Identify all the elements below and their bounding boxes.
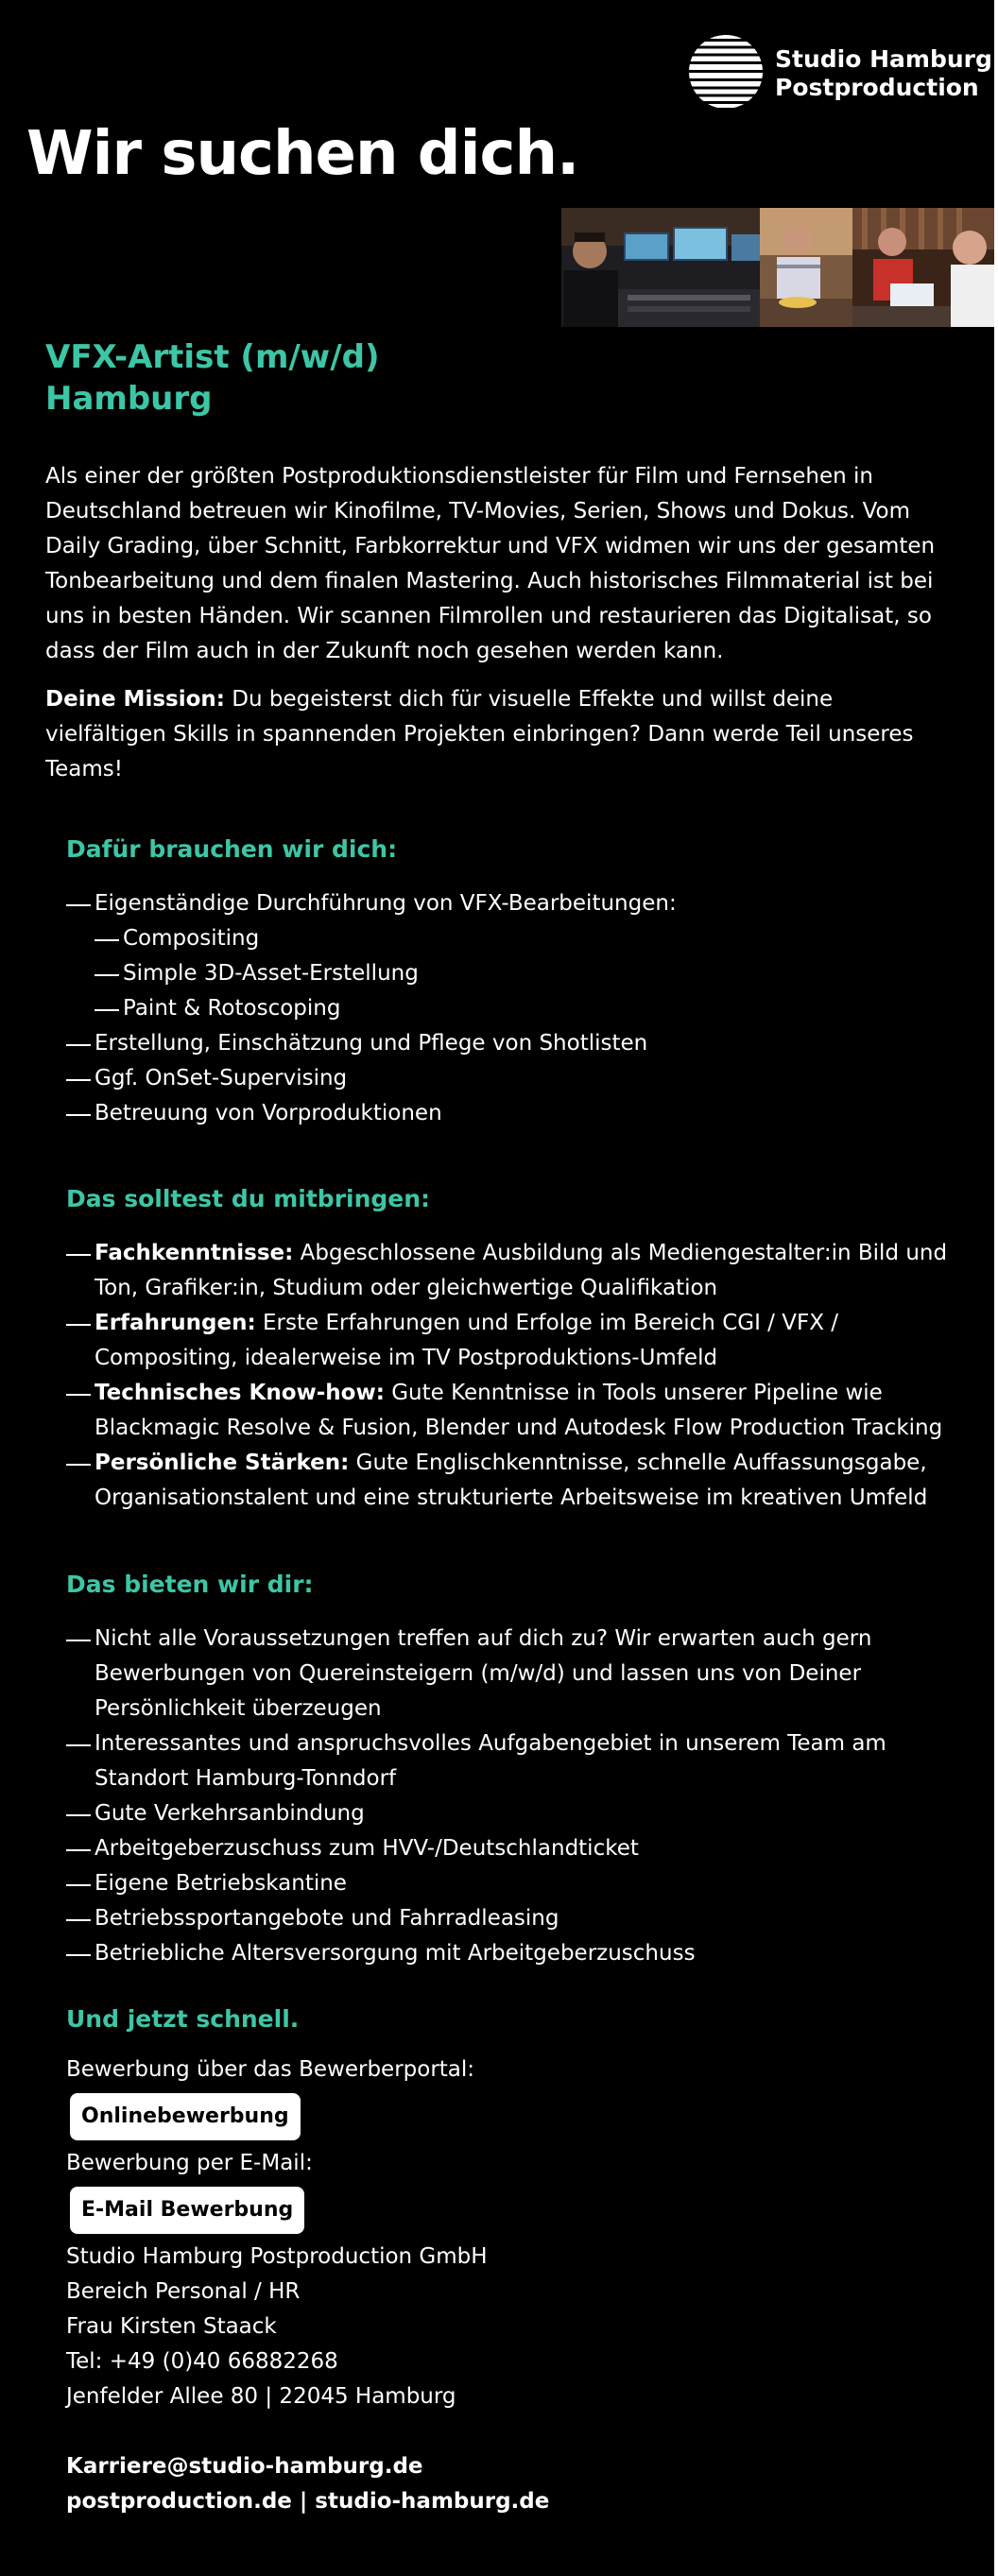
- list-item: Eigenständige Durchführung von VFX-Bearbeitungen:: [66, 886, 973, 921]
- page-edge: [994, 0, 996, 2576]
- list-item: Ggf. OnSet-Supervising: [66, 1061, 973, 1096]
- department: Bereich Personal / HR: [66, 2279, 301, 2304]
- requirements-list: [66, 1236, 973, 1516]
- list-item: Simple 3D-Asset-Erstellung: [95, 956, 973, 991]
- online-application-button[interactable]: Onlinebewerbung: [70, 2093, 301, 2140]
- requirement-text: Gute Kenntnisse in Tools unserer Pipeline wie Blackmagic Resolve & Fusion, Blender und Autodesk Flow Production Tracking: [95, 1381, 943, 1440]
- apply-title: Und jetzt schnell.: [66, 2005, 300, 2033]
- company-name: Studio Hamburg Postproduction GmbH: [66, 2244, 488, 2269]
- address: Jenfelder Allee 80 | 22045 Hamburg: [66, 2384, 456, 2409]
- list-item: [66, 1376, 973, 1446]
- list-item: Betriebssportangebote und Fahrradleasing: [66, 1901, 973, 1936]
- intro-paragraph: Als einer der größten Postproduktionsdienstleister für Film und Fernsehen in Deutschland betreuen wir Kinofilme, TV-Movies, Serien, Shows und Dokus. Vom Daily Grading, über Schnitt, Farbkorrektur und VFX widmen wir uns der gesamten Tonbearbeitung und dem finalen Mastering. Auch historisches Filmmaterial ist bei uns in besten Händen. Wir scannen Filmrollen und restaurieren das Digitalisat, so dass der Film auch in der Zukunft noch gesehen werden kann.: [45, 464, 936, 663]
- tasks-title: Dafür brauchen wir dich:: [66, 835, 398, 863]
- company-logo: [688, 34, 992, 113]
- list-item: [66, 1236, 973, 1306]
- studio-hamburg-logo-icon: [688, 34, 764, 110]
- offer-title: Das bieten wir dir:: [66, 1571, 314, 1598]
- job-location: Hamburg: [45, 380, 213, 418]
- logo-line-2: Postproduction: [775, 74, 979, 101]
- requirement-text: Abgeschlossene Ausbildung als Mediengestalter:in Bild und Ton, Grafiker:in, Studium oder gleichwertige Qualifikation: [95, 1241, 948, 1300]
- tasks-section: [66, 833, 973, 1131]
- contact-person: Frau Kirsten Staack: [66, 2314, 277, 2339]
- mission-label: Deine Mission:: [45, 687, 225, 712]
- list-item: Erstellung, Einschätzung und Pflege von Shotlisten: [66, 1026, 973, 1061]
- logo-wordmark: [775, 45, 992, 102]
- tasks-list: [66, 886, 973, 1131]
- requirement-label: Fachkenntnisse:: [95, 1241, 294, 1265]
- mission-paragraph: [45, 682, 960, 787]
- website-links[interactable]: postproduction.de | studio-hamburg.de: [66, 2489, 550, 2514]
- list-item: Paint & Rotoscoping: [95, 991, 973, 1026]
- job-title: VFX-Artist (m/w/d): [45, 338, 380, 376]
- list-item: Betreuung von Vorproduktionen: [66, 1096, 973, 1131]
- requirement-text: Gute Englischkenntnisse, schnelle Auffassungsgabe, Organisationstalent und eine strukturierte Arbeitsweise im kreativen Umfeld: [95, 1451, 928, 1510]
- photo-women-at-laptop: [852, 208, 996, 327]
- list-item: Gute Verkehrsanbindung: [66, 1796, 973, 1831]
- list-item: Betriebliche Altersversorgung mit Arbeitgeberzuschuss: [66, 1936, 973, 1971]
- phone-number: Tel: +49 (0)40 66882268: [66, 2349, 338, 2374]
- requirement-label: Erfahrungen:: [95, 1311, 256, 1335]
- intro-section: [45, 459, 960, 787]
- list-item: [66, 1446, 973, 1516]
- apply-section: [66, 2003, 973, 2519]
- requirement-label: Technisches Know-how:: [95, 1381, 385, 1405]
- mission-text: Du begeisterst dich für visuelle Effekte und willst deine vielfältigen Skills in spannenden Projekten einbringen? Dann werde Teil unseres Teams!: [45, 687, 914, 781]
- job-title-block: [45, 336, 380, 420]
- requirements-section: [66, 1183, 973, 1516]
- email-application-text: Bewerbung per E-Mail:: [66, 2151, 313, 2175]
- list-item: Interessantes und anspruchsvolles Aufgabengebiet in unserem Team am Standort Hamburg-Tonndorf: [66, 1726, 973, 1796]
- requirements-title: Das solltest du mitbringen:: [66, 1185, 431, 1212]
- requirement-label: Persönliche Stärken:: [95, 1451, 350, 1475]
- offer-section: [66, 1569, 973, 1971]
- photo-man-with-food: [760, 208, 852, 327]
- list-item: [66, 1306, 973, 1376]
- list-item: Arbeitgeberzuschuss zum HVV-/Deutschlandticket: [66, 1831, 973, 1866]
- list-item: Eigene Betriebskantine: [66, 1866, 973, 1901]
- page-headline: Wir suchen dich.: [26, 119, 579, 189]
- logo-line-1: Studio Hamburg: [775, 45, 992, 73]
- offer-list: [66, 1622, 973, 1971]
- requirement-text: Erste Erfahrungen und Erfolge im Bereich CGI / VFX / Compositing, idealerweise im TV Postproduktions-Umfeld: [95, 1311, 839, 1370]
- email-link[interactable]: Karriere@studio-hamburg.de: [66, 2454, 423, 2479]
- email-application-button[interactable]: E-Mail Bewerbung: [70, 2187, 304, 2234]
- list-item: Nicht alle Voraussetzungen treffen auf dich zu? Wir erwarten auch gern Bewerbungen von Quereinsteigern (m/w/d) und lassen uns von Deiner Persönlichkeit überzeugen: [66, 1622, 973, 1726]
- list-item: Compositing: [95, 921, 973, 956]
- photo-editor-at-console: [561, 208, 760, 327]
- portal-text: Bewerbung über das Bewerberportal:: [66, 2057, 475, 2082]
- photo-strip: [561, 208, 996, 327]
